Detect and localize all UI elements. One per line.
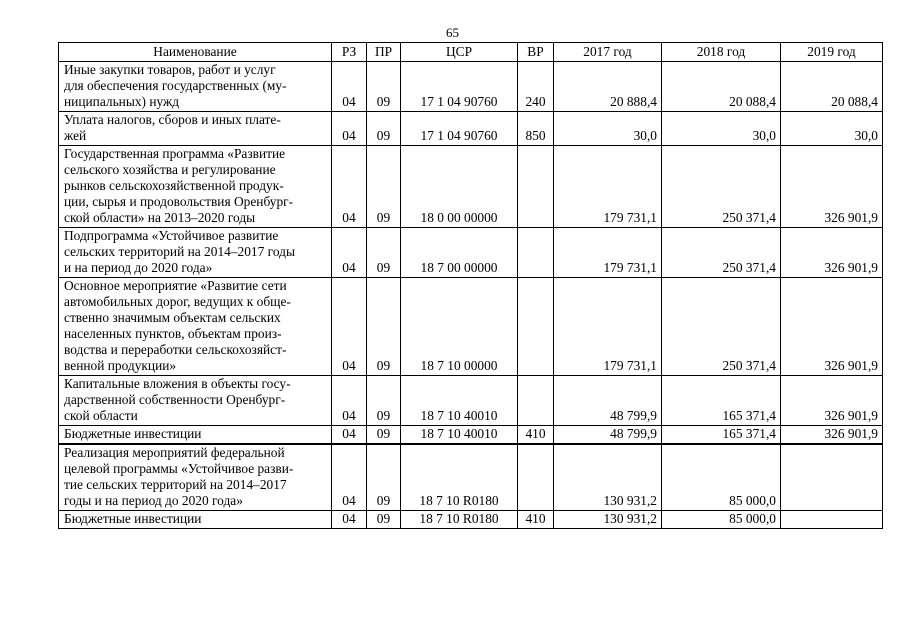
table-row: [59, 426, 883, 445]
row-rz: 04: [332, 426, 367, 445]
row-2019: 326 901,9: [781, 146, 883, 228]
row-rz: 04: [332, 278, 367, 376]
table-row: [59, 228, 883, 278]
row-2019: 326 901,9: [781, 426, 883, 445]
row-2019: 326 901,9: [781, 278, 883, 376]
table-row: [59, 444, 883, 511]
header-2019: 2019 год: [781, 43, 883, 62]
row-name: Подпрограмма «Устойчивое развитие сельских территорий на 2014–2017 годы и на период до 2020 года»: [59, 228, 332, 278]
row-2017: 130 931,2: [554, 511, 662, 529]
row-2017: 130 931,2: [554, 444, 662, 511]
table-row: [59, 146, 883, 228]
row-2018: 85 000,0: [662, 444, 781, 511]
row-vr: 410: [518, 511, 554, 529]
budget-table: [58, 42, 883, 529]
row-pr: 09: [367, 444, 401, 511]
row-csr: 18 7 10 R0180: [401, 444, 518, 511]
row-name: Бюджетные инвестиции: [59, 426, 332, 445]
row-2017: 48 799,9: [554, 426, 662, 445]
table-row: [59, 376, 883, 426]
row-vr: [518, 444, 554, 511]
row-vr: 850: [518, 112, 554, 146]
row-csr: 18 7 10 40010: [401, 426, 518, 445]
row-csr: 18 7 00 00000: [401, 228, 518, 278]
row-name: Капитальные вложения в объекты госу- дарственной собственности Оренбург- ской области: [59, 376, 332, 426]
row-vr: 240: [518, 62, 554, 112]
row-2019: 20 088,4: [781, 62, 883, 112]
row-rz: 04: [332, 228, 367, 278]
row-pr: 09: [367, 511, 401, 529]
row-pr: 09: [367, 376, 401, 426]
header-2017: 2017 год: [554, 43, 662, 62]
row-pr: 09: [367, 112, 401, 146]
row-rz: 04: [332, 376, 367, 426]
row-csr: 18 7 10 00000: [401, 278, 518, 376]
row-pr: 09: [367, 426, 401, 445]
row-csr: 18 7 10 R0180: [401, 511, 518, 529]
header-csr: ЦСР: [401, 43, 518, 62]
table-row: [59, 112, 883, 146]
row-2018: 250 371,4: [662, 278, 781, 376]
row-2017: 20 888,4: [554, 62, 662, 112]
row-2018: 85 000,0: [662, 511, 781, 529]
row-csr: 18 0 00 00000: [401, 146, 518, 228]
row-2017: 48 799,9: [554, 376, 662, 426]
row-name: Уплата налогов, сборов и иных плате- жей: [59, 112, 332, 146]
row-rz: 04: [332, 112, 367, 146]
row-2019: 326 901,9: [781, 376, 883, 426]
row-rz: 04: [332, 146, 367, 228]
row-rz: 04: [332, 511, 367, 529]
row-2017: 179 731,1: [554, 146, 662, 228]
row-2018: 20 088,4: [662, 62, 781, 112]
header-rz: РЗ: [332, 43, 367, 62]
row-2017: 179 731,1: [554, 228, 662, 278]
row-pr: 09: [367, 228, 401, 278]
page-number: 65: [446, 25, 459, 40]
row-vr: [518, 376, 554, 426]
row-2017: 30,0: [554, 112, 662, 146]
row-2019: 326 901,9: [781, 228, 883, 278]
row-rz: 04: [332, 62, 367, 112]
row-name: Государственная программа «Развитие сельского хозяйства и регулирование рынков сельскохозяйственной продук- ции, сырья и продовольствия Оренбург- ской области» на 2013–2020 годы: [59, 146, 332, 228]
header-2018: 2018 год: [662, 43, 781, 62]
row-pr: 09: [367, 278, 401, 376]
row-vr: [518, 228, 554, 278]
row-2018: 250 371,4: [662, 228, 781, 278]
row-2018: 165 371,4: [662, 376, 781, 426]
row-2018: 250 371,4: [662, 146, 781, 228]
table-row: [59, 278, 883, 376]
row-2018: 165 371,4: [662, 426, 781, 445]
header-name: Наименование: [59, 43, 332, 62]
header-pr: ПР: [367, 43, 401, 62]
header-vr: ВР: [518, 43, 554, 62]
row-name: Бюджетные инвестиции: [59, 511, 332, 529]
row-name: Реализация мероприятий федеральной целевой программы «Устойчивое разви- тие сельских территорий на 2014–2017 годы и на период до 2020 года»: [59, 444, 332, 511]
row-2019: [781, 444, 883, 511]
row-pr: 09: [367, 62, 401, 112]
row-2018: 30,0: [662, 112, 781, 146]
table-row: [59, 62, 883, 112]
row-csr: 17 1 04 90760: [401, 62, 518, 112]
table-header-row: [59, 43, 883, 62]
row-vr: [518, 146, 554, 228]
row-2017: 179 731,1: [554, 278, 662, 376]
row-csr: 17 1 04 90760: [401, 112, 518, 146]
row-vr: [518, 278, 554, 376]
row-csr: 18 7 10 40010: [401, 376, 518, 426]
row-name: Основное мероприятие «Развитие сети автомобильных дорог, ведущих к обще- ственно значимым объектам сельских населенных пунктов, объектам произ- водства и переработки сельскохозяйст- венной продукции»: [59, 278, 332, 376]
row-2019: 30,0: [781, 112, 883, 146]
row-2019: [781, 511, 883, 529]
table-row: [59, 511, 883, 529]
row-rz: 04: [332, 444, 367, 511]
row-pr: 09: [367, 146, 401, 228]
row-name: Иные закупки товаров, работ и услуг для обеспечения государственных (му- ниципальных) нужд: [59, 62, 332, 112]
row-vr: 410: [518, 426, 554, 445]
